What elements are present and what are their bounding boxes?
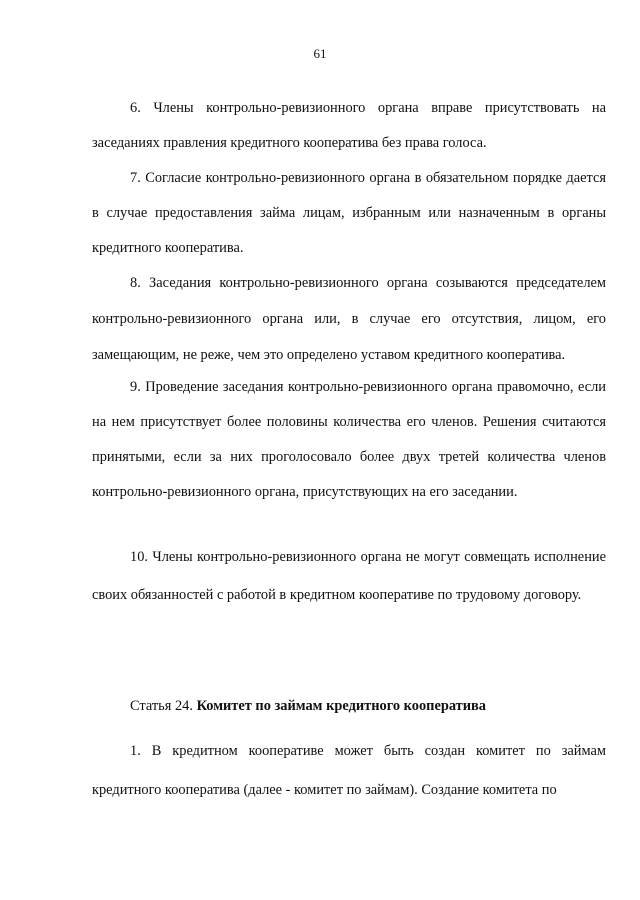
article-paragraph-1: 1. В кредитном кооперативе может быть создан комитет по займам кредитного кооператива (далее - комитет по займам). Создание комитета по [92, 743, 606, 798]
paragraph-10: 10. Члены контрольно-ревизионного органа не могут совмещать исполнение своих обязанностей с работой в кредитном кооперативе по трудовому договору. [92, 549, 606, 603]
paragraph-7: 7. Согласие контрольно-ревизионного органа в обязательном порядке дается в случае предоставления займа лицам, избранным или назначенным в органы кредитного кооператива. [92, 170, 606, 256]
paragraph-9: 9. Проведение заседания контрольно-ревизионного органа правомочно, если на нем присутствует более половины количества его членов. Решения считаются принятыми, если за них проголосовало более двух третей количества членов контрольно-ревизионного органа, присутствующих на его заседании. [92, 379, 606, 500]
paragraph-8: 8. Заседания контрольно-ревизионного органа созываются председателем контрольно-ревизионного органа или, в случае его отсутствия, лицом, его замещающим, не реже, чем это определено уставом кредитного кооператива. [92, 275, 606, 363]
page-number: 61 [313, 46, 327, 61]
article-label: Статья 24. [130, 698, 193, 714]
article-title: Комитет по займам кредитного кооператива [196, 698, 486, 714]
paragraph-6: 6. Члены контрольно-ревизионного органа вправе присутствовать на заседаниях правления кредитного кооператива без права голоса. [92, 100, 606, 151]
article-heading [130, 692, 486, 720]
